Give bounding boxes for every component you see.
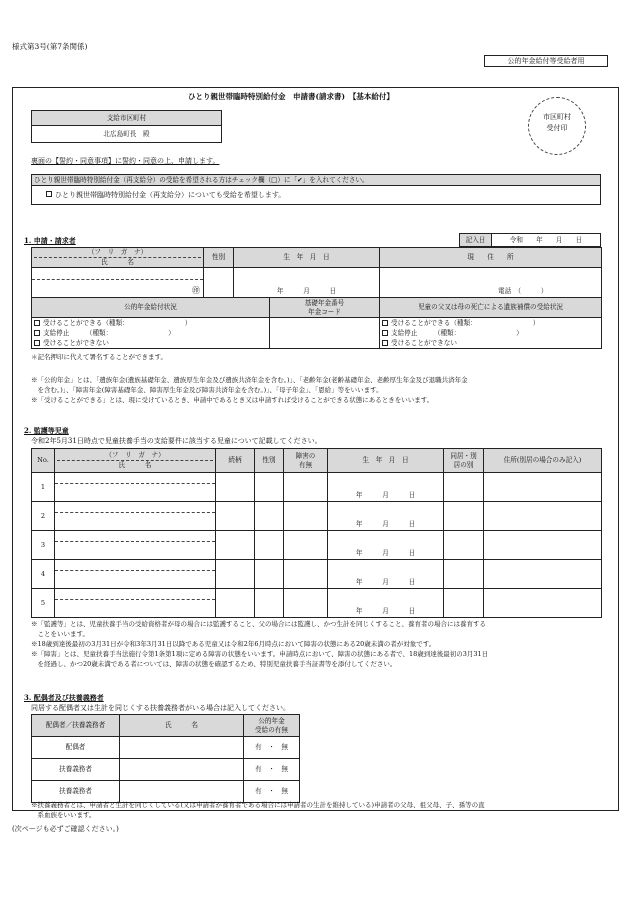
checkbox-icon[interactable]	[34, 340, 40, 346]
col-relation: 続柄	[216, 449, 255, 473]
reception-stamp	[528, 97, 586, 155]
pension-option-3[interactable]: 受けることができない	[34, 338, 267, 348]
applicant-table	[31, 247, 602, 349]
checkbox-icon[interactable]	[34, 330, 40, 336]
stamp-line2: 受付印	[546, 124, 568, 132]
child-relation-field[interactable]	[216, 531, 255, 560]
col-disability-l2: 有無	[298, 460, 313, 469]
furigana-divider	[32, 279, 203, 280]
child-cohab-field[interactable]	[444, 531, 484, 560]
table-row	[32, 759, 300, 781]
col-pension-l1: 公的年金	[258, 716, 285, 725]
col-disability	[284, 449, 328, 473]
child-disability-field[interactable]	[284, 589, 328, 618]
child-gender-field[interactable]	[255, 589, 284, 618]
pension-option-2[interactable]: 支給停止 （種類： ）	[34, 328, 267, 338]
dependents-table	[31, 714, 300, 803]
child-address-field[interactable]	[484, 589, 602, 618]
child-option-1[interactable]: 受けることができる（種類： ）	[382, 318, 599, 328]
sign-note: ＊記名押印に代えて署名することができます。	[31, 353, 167, 361]
furigana-divider	[55, 599, 215, 600]
table-row	[32, 560, 602, 589]
checkbox-icon[interactable]	[382, 330, 388, 336]
dependent-pension-field[interactable]: 有 ・ 無	[244, 781, 300, 803]
dependent-pension-field[interactable]: 有 ・ 無	[244, 759, 300, 781]
applicant-name-field[interactable]	[32, 268, 204, 298]
addressee-name[interactable]: 北広島町長 殿	[32, 126, 222, 143]
col-no: No.	[32, 449, 55, 473]
row-no: 4	[32, 560, 55, 589]
col-pension-l2: 受給の有無	[255, 725, 288, 734]
col-address: 住所(別居の場合のみ記入)	[484, 449, 602, 473]
checkbox-icon[interactable]	[46, 191, 52, 197]
re-payment-option[interactable]	[32, 186, 601, 205]
child-name-field[interactable]	[55, 531, 216, 560]
pension-status-options	[32, 318, 270, 349]
table-row	[32, 502, 602, 531]
addressee-label: 支給市区町村	[32, 111, 222, 126]
re-payment-instruction: ひとり親世帯臨時特別給付金（再支給分）の受給を希望される方はチェック欄（□）に「✔」を入れてください。	[32, 175, 601, 186]
child-dob-field[interactable]: 年 月 日	[328, 560, 444, 589]
child-gender-field[interactable]	[255, 502, 284, 531]
child-relation-field[interactable]	[216, 473, 255, 502]
col-cohab-l2: 居の別	[453, 460, 474, 469]
col-gender: 性別	[255, 449, 284, 473]
child-disability-field[interactable]	[284, 560, 328, 589]
furigana-divider	[55, 483, 215, 484]
child-cohab-field[interactable]	[444, 589, 484, 618]
checkbox-icon[interactable]	[382, 320, 388, 326]
seal-mark: ㊞	[192, 286, 200, 295]
child-address-field[interactable]	[484, 473, 602, 502]
section2-note: を経過し、かつ20歳未満である者については、障害の状態を確認するため、特別児童扶養手当証書等を添付してください。	[31, 660, 397, 668]
child-disability-field[interactable]	[284, 531, 328, 560]
child-option-2[interactable]: 支給停止 （種類： ）	[382, 328, 599, 338]
section3-notes	[31, 800, 611, 820]
section2-notes	[31, 619, 611, 669]
pension-number-header	[270, 298, 380, 318]
col-name	[55, 449, 216, 473]
recipient-type-box: 公的年金給付等受給者用	[484, 55, 608, 67]
furigana-divider	[55, 541, 215, 542]
section3-heading: 3. 配偶者及び扶養義務者	[24, 693, 104, 702]
child-address-field[interactable]	[484, 560, 602, 589]
furigana-label: （フ リ ガ ナ）	[34, 248, 201, 258]
child-dob-field[interactable]: 年 月 日	[328, 502, 444, 531]
children-table	[31, 448, 602, 618]
child-option-3[interactable]: 受けることができない	[382, 338, 599, 348]
applicant-name-header	[32, 248, 204, 268]
section1-note: ※「公的年金」とは、「遺族年金(遺族基礎年金、遺族厚生年金及び遺族共済年金を含む。)」、「老齢年金(老齢基礎年金、老齢厚生年金及び退職共済年金	[31, 376, 468, 384]
pension-number-field[interactable]	[270, 318, 380, 349]
row-no: 2	[32, 502, 55, 531]
section2-note: ※18歳到達後最初の3月31日が令和3年3月31日以降である児童又は令和2年6月時点において障害の状態にある20歳未満の者が対象です。	[31, 640, 436, 648]
section3-note: ※扶養義務者とは、申請者と生計を同じくしている(又は申請者が養育者である場合には申請者の生計を維持している)申請者の父母、祖父母、子、孫等の直	[31, 801, 485, 809]
child-relation-field[interactable]	[216, 589, 255, 618]
child-relation-field[interactable]	[216, 502, 255, 531]
basic-pension-no-label: 基礎年金番号	[304, 298, 345, 307]
col-furigana-label: （フ リ ガ ナ）	[57, 451, 213, 461]
footer-note: (次ページも必ずご確認ください。)	[12, 825, 119, 833]
addressee-table	[31, 110, 222, 143]
entry-date-label: 記入日	[460, 234, 492, 247]
child-dob-field[interactable]: 年 月 日	[328, 589, 444, 618]
stamp-line1: 市区町村	[543, 113, 571, 121]
applicant-address-field[interactable]: 電話 （ ）	[380, 268, 602, 298]
table-row	[32, 473, 602, 502]
pledge-text: 裏面の【誓約・同意事項】に誓約・同意の上、申請します。	[31, 157, 220, 165]
entry-date-table	[459, 233, 601, 247]
form-number: 様式第3号(第7条関係)	[12, 42, 88, 51]
entry-date-field[interactable]: 令和 年 月 日	[492, 234, 601, 247]
child-name-field[interactable]	[55, 589, 216, 618]
child-address-field[interactable]	[484, 531, 602, 560]
dependent-type: 配偶者	[32, 737, 120, 759]
child-dob-field[interactable]: 年 月 日	[328, 531, 444, 560]
dependent-name-field[interactable]	[120, 737, 244, 759]
col-cohab-l1: 同居・別	[450, 451, 477, 460]
furigana-divider	[55, 570, 215, 571]
row-no: 5	[32, 589, 55, 618]
child-gender-field[interactable]	[255, 473, 284, 502]
child-disability-field[interactable]	[284, 473, 328, 502]
child-name-field[interactable]	[55, 560, 216, 589]
child-disability-field[interactable]	[284, 502, 328, 531]
table-row	[32, 737, 300, 759]
section1-note: を含む。)」、「障害年金(障害基礎年金、障害厚生年金及び障害共済年金を含む。)」、「母子年金」、「恩給」等をいいます。	[31, 386, 383, 394]
child-name-field[interactable]	[55, 502, 216, 531]
child-status-options	[380, 318, 602, 349]
child-relation-field[interactable]	[216, 560, 255, 589]
re-payment-table	[31, 174, 601, 205]
section2-heading: 2. 監護等児童	[24, 426, 69, 435]
applicant-gender-field[interactable]	[204, 268, 234, 298]
col-name-label: 氏 名	[118, 461, 152, 469]
col-cohabitation	[444, 449, 484, 473]
table-row	[32, 589, 602, 618]
dependent-name-field[interactable]	[120, 759, 244, 781]
section2-note: ※「障害」とは、児童扶養手当法施行令第1条第1項に定める障害の状態をいいます。申請時点において、障害の状態にある者で、18歳到達後最初の3月31日	[31, 650, 489, 658]
col-dependent-name: 氏 名	[120, 715, 244, 737]
pension-code-label: 年金コード	[308, 307, 341, 316]
section2-note: ことをいいます。	[31, 630, 89, 638]
row-no: 3	[32, 531, 55, 560]
dob-header: 生 年 月 日	[234, 248, 380, 268]
child-address-field[interactable]	[484, 502, 602, 531]
child-gender-field[interactable]	[255, 560, 284, 589]
form-title: ひとり親世帯臨時特別給付金 申請書(請求書) 【基本給付】	[188, 92, 394, 101]
col-dob: 生 年 月 日	[328, 449, 444, 473]
row-no: 1	[32, 473, 55, 502]
pension-status-header: 公的年金給付状況	[32, 298, 270, 318]
child-cohab-field[interactable]	[444, 502, 484, 531]
dependent-type: 扶養義務者	[32, 781, 120, 803]
checkbox-icon[interactable]	[382, 340, 388, 346]
section1-notes	[31, 375, 611, 405]
child-dob-field[interactable]: 年 月 日	[328, 473, 444, 502]
col-dependent-pension	[244, 715, 300, 737]
child-gender-field[interactable]	[255, 531, 284, 560]
col-dependent-type: 配偶者／扶養義務者	[32, 715, 120, 737]
checkbox-icon[interactable]	[34, 320, 40, 326]
section3-intro: 同居する配偶者又は生計を同じくする扶養義務者がいる場合は記入してください。	[31, 704, 290, 712]
gender-header: 性別	[204, 248, 234, 268]
section3-note: 系血族をいいます。	[31, 811, 96, 819]
section1-heading: 1. 申請・請求者	[24, 236, 76, 245]
dependent-type: 扶養義務者	[32, 759, 120, 781]
table-row	[32, 531, 602, 560]
child-status-header: 児童の父又は母の死亡による遺族補償の受給状況	[380, 298, 602, 318]
child-cohab-field[interactable]	[444, 560, 484, 589]
section1-note: ※「受けることができる」とは、現に受けているとき、申請中であるとき又は申請すれば受けることができる状態にあるときをいいます。	[31, 396, 434, 404]
col-disability-l1: 障害の	[295, 451, 316, 460]
dependent-pension-field[interactable]: 有 ・ 無	[244, 737, 300, 759]
name-label: 氏 名	[101, 258, 134, 266]
section2-intro: 令和2年5月31日時点で児童扶養手当の支給要件に該当する児童について記載してください。	[31, 437, 322, 445]
child-name-field[interactable]	[55, 473, 216, 502]
re-payment-option-label: ひとり親世帯臨時特別給付金（再支給分）についても受給を希望します。	[55, 190, 286, 199]
address-header: 現 住 所	[380, 248, 602, 268]
section2-note: ※「監護等」とは、児童扶養手当の受給資格者が母の場合には監護すること、父の場合には監護し、かつ生計を同じくすること、養育者の場合には養育する	[31, 620, 486, 628]
child-cohab-field[interactable]	[444, 473, 484, 502]
applicant-dob-field[interactable]: 年 月 日	[234, 268, 380, 298]
pension-option-1[interactable]: 受けることができる（種類： ）	[34, 318, 267, 328]
furigana-divider	[55, 512, 215, 513]
